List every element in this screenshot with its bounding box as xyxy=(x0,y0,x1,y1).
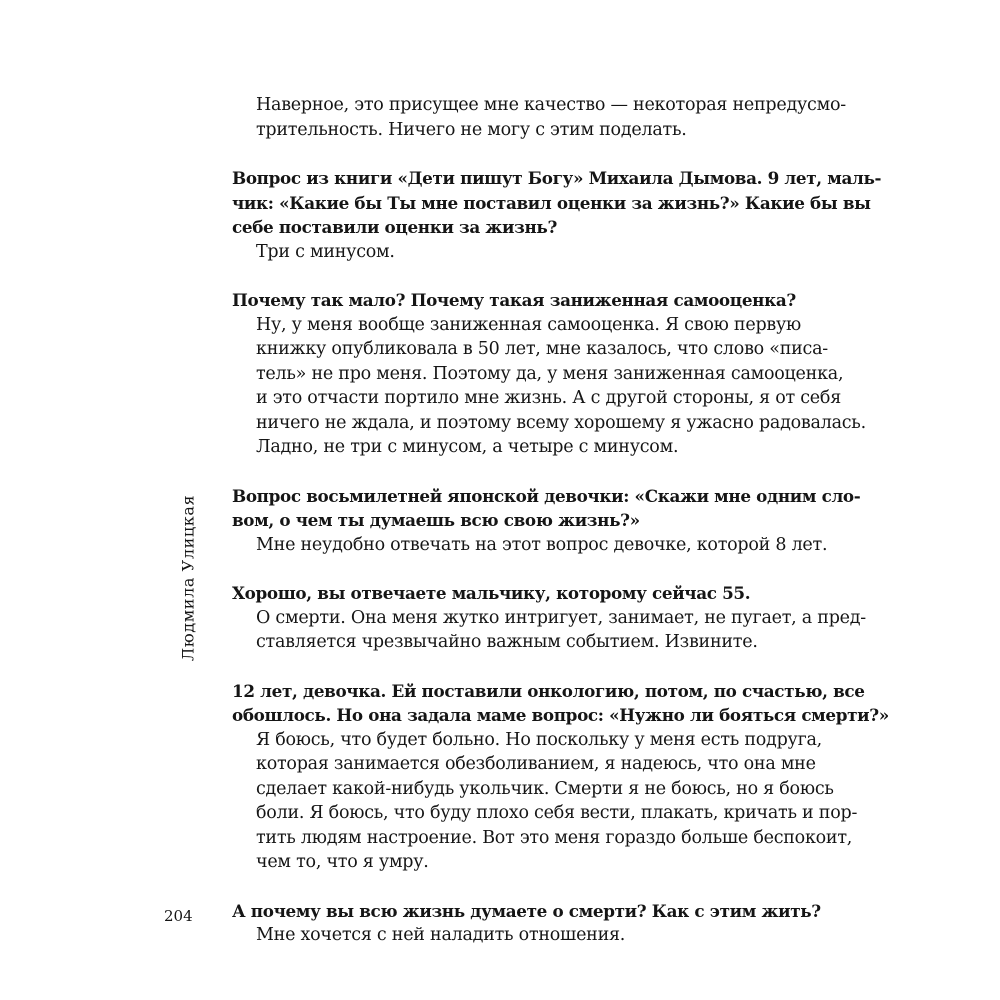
text-line: трительность. Ничего не могу с этим поделать. xyxy=(256,119,687,140)
page-number: 204 xyxy=(164,907,193,925)
question-line: Хорошо, вы отвечаете мальчику, которому сейчас 55. xyxy=(232,583,751,603)
question-line: Почему так мало? Почему такая заниженная самооценка? xyxy=(232,290,796,310)
question xyxy=(232,166,882,240)
answer-line: Я боюсь, что будет больно. Но поскольку у меня есть подруга, xyxy=(256,729,822,750)
qa-block xyxy=(232,484,861,558)
qa-block xyxy=(232,288,866,460)
question-line: Вопрос из книги «Дети пишут Богу» Михаила Дымова. 9 лет, маль- xyxy=(232,168,882,188)
question xyxy=(232,679,889,728)
answer-line: книжку опубликовала в 50 лет, мне казалось, что слово «писа- xyxy=(256,339,828,359)
answer-line: чем то, что я умру. xyxy=(256,852,429,872)
question xyxy=(232,484,861,533)
qa-block xyxy=(232,899,821,948)
answer xyxy=(232,606,866,655)
question xyxy=(232,899,821,924)
question-line: чик: «Какие бы Ты мне поставил оценки за жизнь?» Какие бы вы xyxy=(232,192,871,213)
question-line: Вопрос восьмилетней японской девочки: «Скажи мне одним сло- xyxy=(232,485,861,506)
answer-line: боли. Я боюсь, что буду плохо себя вести, плакать, кричать и пор- xyxy=(256,803,858,823)
question xyxy=(232,581,812,606)
answer-line: Ладно, не три с минусом, а четыре с минусом. xyxy=(256,437,679,457)
answer-line: сделает какой-нибудь укольчик. Смерти я не боюсь, но я боюсь xyxy=(256,778,834,799)
answer xyxy=(232,313,866,460)
answer-line: тель» не про меня. Поэтому да, у меня заниженная самооценка, xyxy=(256,363,844,384)
answer-line: ставляется чрезвычайно важным событием. Извините. xyxy=(256,632,758,652)
answer-line: Мне неудобно отвечать на этот вопрос девочке, которой 8 лет. xyxy=(256,534,828,555)
question-line: 12 лет, девочка. Ей поставили онкологию, потом, по счастью, все xyxy=(232,680,865,701)
answer-line: и это отчасти портило мне жизнь. А с другой стороны, я от себя xyxy=(256,388,841,408)
qa-block xyxy=(232,166,882,264)
answer-line: О смерти. Она меня жутко интригует, занимает, не пугает, а пред- xyxy=(256,607,866,628)
question-line: вом, о чем ты думаешь всю свою жизнь?» xyxy=(232,510,640,530)
answer-line: Ну, у меня вообще заниженная самооценка. Я свою первую xyxy=(256,314,802,335)
question xyxy=(232,288,812,313)
answer xyxy=(232,923,812,948)
answer xyxy=(232,533,828,558)
answer xyxy=(232,240,812,265)
page-body xyxy=(232,93,889,948)
qa-block xyxy=(232,581,866,655)
question-line: себе поставили оценки за жизнь? xyxy=(232,217,557,237)
answer xyxy=(232,728,858,875)
answer-line: Три с минусом. xyxy=(256,241,395,262)
answer-line: Мне хочется с ней наладить отношения. xyxy=(256,925,626,945)
text-line: Наверное, это присущее мне качество — некоторая непредусмо- xyxy=(256,95,846,115)
answer-line: которая занимается обезболиванием, я надеюсь, что она мне xyxy=(256,754,816,774)
answer-line: ничего не ждала, и поэтому всему хорошему я ужасно радовалась. xyxy=(256,412,866,433)
answer-line: тить людям настроение. Вот это меня гораздо больше беспокоит, xyxy=(256,827,853,848)
question-line: обошлось. Но она задала маме вопрос: «Нужно ли бояться смерти?» xyxy=(232,705,889,725)
qa-block xyxy=(232,679,889,875)
running-head: Людмила Улицкая xyxy=(178,494,198,662)
intro-paragraph xyxy=(232,93,846,142)
question-line: А почему вы всю жизнь думаете о смерти? Как с этим жить? xyxy=(232,900,821,921)
